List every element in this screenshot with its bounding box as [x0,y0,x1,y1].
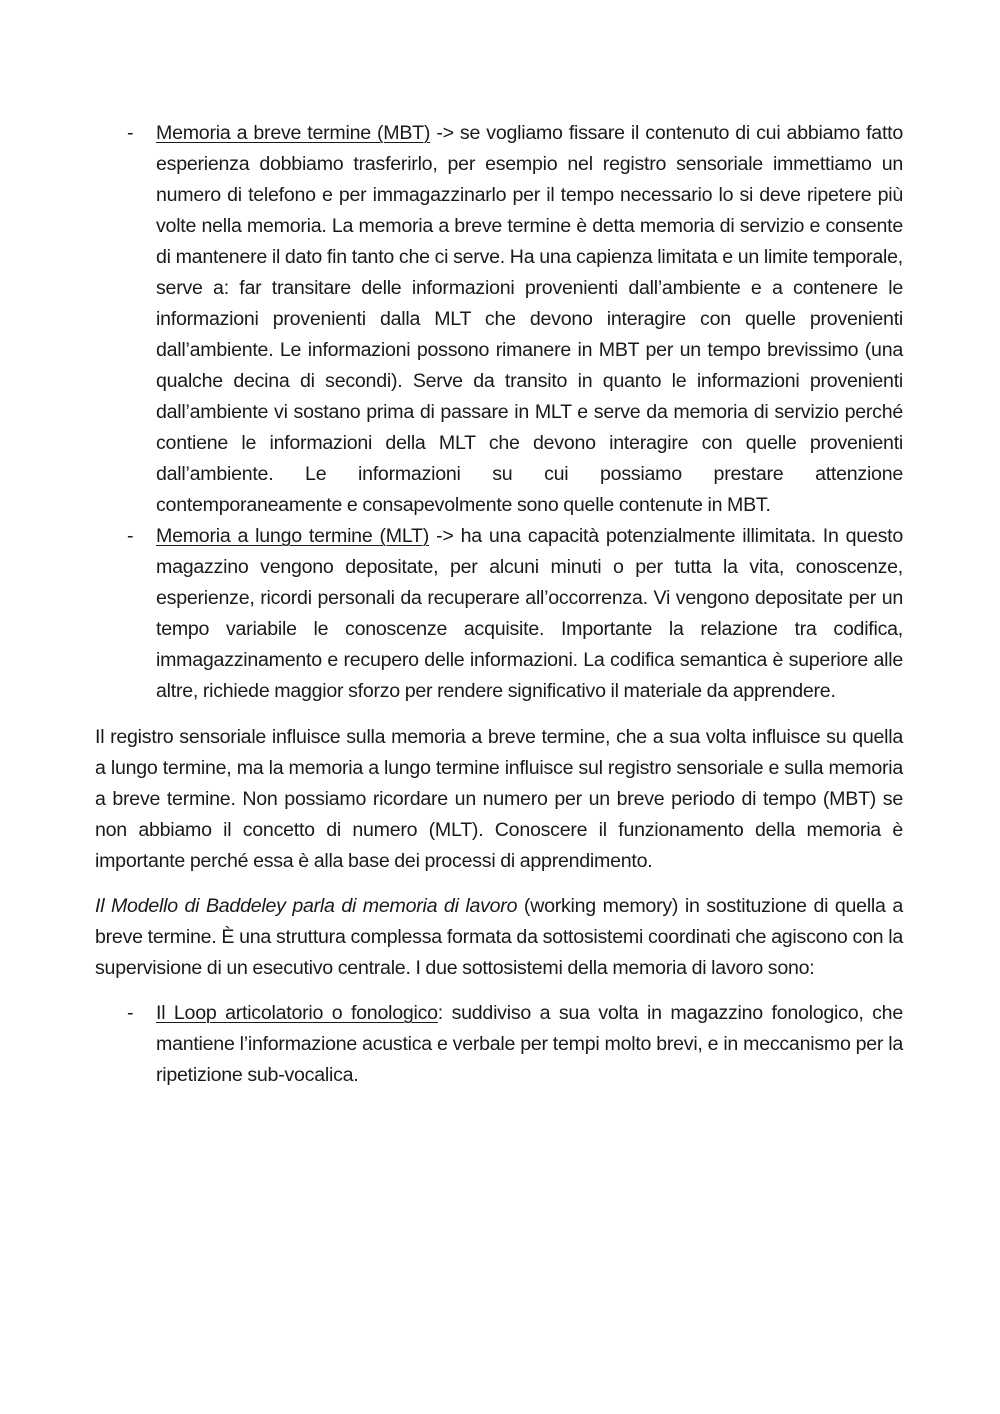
baddeley-italic-lead: Il Modello di Baddeley parla di memoria di lavoro [95,895,518,917]
definition-mbt: -> se vogliamo fissare il contenuto di cui abbiamo fatto esperienza dobbiamo trasferirlo, per esempio nel registro sensoriale immettiamo un numero di telefono e per immagazzinarlo per il tempo necessario lo si deve ripetere più volte nella memoria. La memoria a breve termine è detta memoria di servizio e consente di mantenere il dato fin tanto che ci serve. Ha una capienza limitata e un limite temporale, serve a: far transitare delle informazioni provenienti dall’ambiente e a contenere le informazioni provenienti dalla MLT che devono interagire con quelle provenienti dall’ambiente. Le informazioni possono rimanere in MBT per un tempo brevissimo (una qualche decina di secondi). Serve da transito in quanto le informazioni provenienti dall’ambiente vi sostano prima di passare in MLT e serve da memoria di servizio perché contiene le informazioni della MLT che devono interagire con quelle provenienti dall’ambiente. Le informazioni su cui possiamo prestare attenzione contemporaneamente e consapevolmente sono quelle contenute in MBT. [156,122,903,516]
paragraph-baddeley-model [95,891,903,984]
baddeley-text: (working memory) in sostituzione di quella a breve termine. È una struttura complessa formata da sottosistemi coordinati che agiscono con la supervisione di un esecutivo centrale. I due sottosistemi della memoria di lavoro sono: [95,895,903,979]
document-body [95,118,903,1091]
definition-mlt: -> ha una capacità potenzialmente illimitata. In questo magazzino vengono depositate, per alcuni minuti o per tutta la vita, conoscenze, esperienze, ricordi personali da recuperare all’occorrenza. Vi vengono depositate per un tempo variabile le conoscenze acquisite. Importante la relazione tra codifica, immagazzinamento e recupero delle informazioni. La codifica semantica è superiore alle altre, richiede maggior sforzo per rendere significativo il materiale da apprendere. [156,525,903,702]
list-item-phonological-loop [95,998,903,1091]
working-memory-subsystems-list [95,998,903,1091]
bullet-dash: - [127,1002,134,1024]
term-phonological-loop: Il Loop articolatorio o fonologico [156,1002,438,1024]
memory-types-list [95,118,903,707]
bullet-dash: - [127,525,134,547]
term-mbt: Memoria a breve termine (MBT) [156,122,431,144]
paragraph-memory-interaction: Il registro sensoriale influisce sulla memoria a breve termine, che a sua volta influisce su quella a lungo termine, ma la memoria a lungo termine influisce sul registro sensoriale e sulla memoria a breve termine. Non possiamo ricordare un numero per un breve periodo di tempo (MBT) se non abbiamo il concetto di numero (MLT). Conoscere il funzionamento della memoria è importante perché essa è alla base dei processi di apprendimento. [95,726,903,872]
bullet-dash: - [127,122,134,144]
list-item-mlt [95,521,903,707]
list-item-mbt [95,118,903,521]
definition-phonological-loop: : suddiviso a sua volta in magazzino fonologico, che mantiene l’informazione acustica e verbale per tempi molto brevi, e in meccanismo per la ripetizione sub-vocalica. [156,1002,903,1086]
term-mlt: Memoria a lungo termine (MLT) [156,525,430,547]
